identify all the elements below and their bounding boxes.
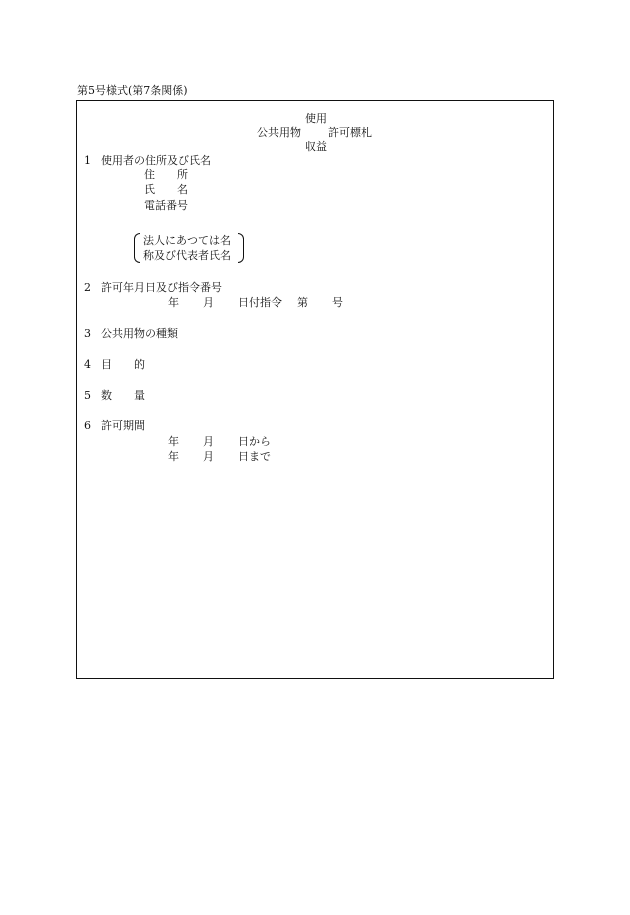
phone-label: 電話番号 bbox=[144, 199, 188, 212]
permit-month-label: 月 bbox=[203, 296, 214, 309]
directive-dai-label: 第 bbox=[297, 296, 308, 309]
address-label: 住 所 bbox=[144, 168, 188, 181]
period-from-label: 日から bbox=[238, 435, 271, 448]
item-5-number: 5 bbox=[84, 389, 91, 402]
period-start-year-label: 年 bbox=[168, 435, 179, 448]
item-4-number: 4 bbox=[84, 358, 91, 371]
corporation-note-line1: 法人にあつては名 bbox=[143, 234, 231, 247]
permit-year-label: 年 bbox=[168, 296, 179, 309]
item-5-label: 数 量 bbox=[101, 389, 145, 402]
title-use: 使用 bbox=[305, 112, 327, 125]
item-6-label: 許可期間 bbox=[101, 419, 145, 432]
period-to-label: 日まで bbox=[238, 450, 271, 463]
period-end-month-label: 月 bbox=[203, 450, 214, 463]
title-revenue: 収益 bbox=[305, 140, 327, 153]
title-permit-sign: 許可標札 bbox=[328, 126, 372, 139]
period-start-month-label: 月 bbox=[203, 435, 214, 448]
corporation-note-line2: 称及び代表者氏名 bbox=[143, 249, 231, 262]
title-public-property: 公共用物 bbox=[257, 126, 301, 139]
note-right-paren bbox=[238, 233, 244, 263]
directive-gou-label: 号 bbox=[332, 296, 343, 309]
item-4-label: 目 的 bbox=[101, 358, 145, 371]
item-3-number: 3 bbox=[84, 327, 91, 340]
permit-day-directive-label: 日付指令 bbox=[238, 296, 282, 309]
item-2-label: 許可年月日及び指令番号 bbox=[101, 281, 222, 294]
period-end-year-label: 年 bbox=[168, 450, 179, 463]
note-left-paren bbox=[134, 233, 140, 263]
name-label: 氏 名 bbox=[144, 183, 188, 196]
item-6-number: 6 bbox=[84, 419, 91, 432]
item-1-number: 1 bbox=[84, 154, 91, 167]
item-1-label: 使用者の住所及び氏名 bbox=[101, 154, 211, 167]
item-3-label: 公共用物の種類 bbox=[101, 327, 178, 340]
item-2-number: 2 bbox=[84, 281, 91, 294]
form-number-label: 第5号様式(第7条関係) bbox=[77, 84, 188, 97]
